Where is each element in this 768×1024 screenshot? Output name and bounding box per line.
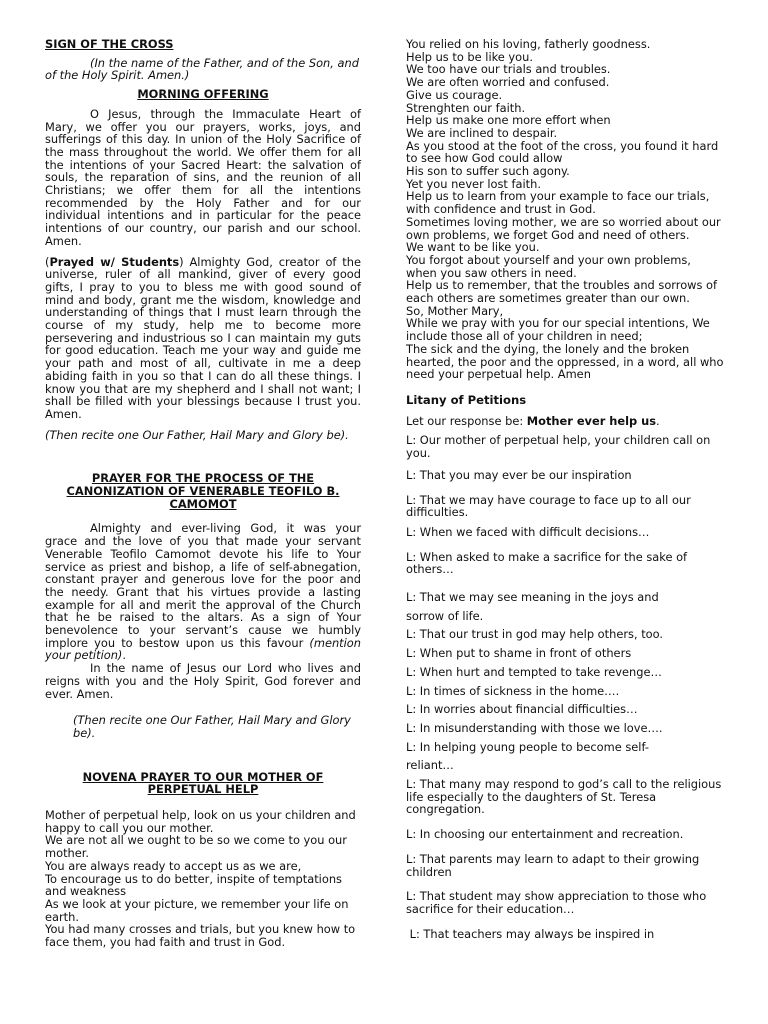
novena-lines-right: [406, 38, 724, 381]
canonization-text-a: Almighty and ever-living God, it was your grace and the love of you that made your servant Venerable Teofilo Camomot devote his life to Your service as priest and bishop, a life of self-abnegation, constant prayer and generous love for the poor and the needy. Grant that his virtues provide a lasting example for all and merit the approval of the Church that he be raised to the altars. As a sign of Your benevolence to your servant’s cause we humbly implore you to bestow upon us this favour: [45, 521, 361, 650]
novena-line: Mother of perpetual help, look on us your children and happy to call you our mother.: [45, 808, 356, 835]
novena-line: You are always ready to accept us as we are,: [45, 858, 302, 873]
novena-line: Help us to learn from your example to face our trials, with confidence and trust in God.: [406, 189, 710, 217]
canonization-text-b: .: [122, 648, 126, 663]
petition-item: reliant…: [406, 758, 454, 773]
petition-item: L: That teachers may always be inspired in: [406, 926, 655, 941]
petition-item: L: In helping young people to become self-: [406, 739, 649, 754]
petition-item: L: That you may ever be our inspiration: [406, 467, 632, 482]
litany-heading: Litany of Petitions: [406, 392, 527, 407]
novena-line: To encourage us to do better, inspite of temptations and weakness: [45, 871, 342, 899]
novena-lines-left: [45, 809, 361, 949]
litany-response: [406, 415, 724, 428]
response-prefix: Let our response be:: [406, 413, 527, 428]
petition-item: sorrow of life.: [406, 608, 484, 623]
left-column: [45, 38, 361, 949]
morning-offering-heading: MORNING OFFERING: [137, 87, 269, 102]
petition-item: L: That student may show appreciation to those who sacrifice for their education…: [406, 889, 707, 916]
novena-line: You had many crosses and trials, but you knew how to face them, you had faith and trust in God.: [45, 922, 356, 950]
canonization-heading: PRAYER FOR THE PROCESS OF THE CANONIZATION OF VENERABLE TEOFILO B. CAMOMOT: [66, 471, 340, 512]
petition-item: L: When hurt and tempted to take revenge…: [406, 664, 662, 679]
novena-line: Help us make one more effort when: [406, 113, 611, 128]
novena-line: As you stood at the foot of the cross, you found it hard to see how God could allow: [406, 138, 719, 166]
petition-item: L: That many may respond to god’s call to the religious life especially to the daughters of St. Teresa congregation.: [406, 777, 722, 817]
novena-heading: NOVENA PRAYER TO OUR MOTHER OF PERPETUAL HELP: [82, 769, 324, 797]
novena-line: Yet you never lost faith.: [406, 176, 541, 191]
response-suffix: .: [656, 413, 660, 428]
novena-line: The sick and the dying, the lonely and the broken hearted, the poor and the oppressed, in a word, all who need your perpetual help. Amen: [406, 341, 724, 382]
students-prayer: [45, 256, 361, 421]
novena-line: We are inclined to despair.: [406, 125, 558, 140]
novena-line: Sometimes loving mother, we are so worried about our own problems, we forget God and need of others.: [406, 214, 721, 242]
response-bold: Mother ever help us: [526, 413, 657, 428]
petition-item: L: When put to shame in front of others: [406, 646, 632, 661]
petition-item: L: In worries about financial difficulties…: [406, 702, 638, 717]
petition-item: L: Our mother of perpetual help, your children call on you.: [406, 433, 711, 461]
novena-line: So, Mother Mary,: [406, 303, 504, 318]
novena-line: You forgot about yourself and your own problems, when you saw others in need.: [406, 252, 691, 280]
novena-line: Give us courage.: [406, 87, 503, 102]
canonization-closing: In the name of Jesus our Lord who lives and reigns with you and the Holy Spirit, God forever and ever. Amen.: [45, 661, 361, 701]
novena-line: Help us to remember, that the troubles and sorrows of each others are sometimes greater than our own.: [406, 278, 718, 306]
novena-line: We are not all we ought to be so we come to you our mother.: [45, 833, 347, 861]
petition-item: L: In times of sickness in the home….: [406, 683, 620, 698]
novena-line: Strenghten our faith.: [406, 100, 526, 115]
recite-instruction-1: (Then recite one Our Father, Hail Mary and Glory be).: [45, 427, 349, 442]
novena-line: Help us to be like you.: [406, 49, 533, 64]
petition-item: L: That we may have courage to face up to all our difficulties.: [406, 492, 691, 520]
novena-line: We want to be like you.: [406, 240, 540, 255]
morning-offering-text: O Jesus, through the Immaculate Heart of Mary, we offer you our prayers, works, joys, and sufferings of this day. In union of the Holy Sacrifice of the mass throughout the world. We offer them for all the intentions of your Sacred Heart: the salvation of souls, the reparation of sins, and the reunion of all Christians; we offer them for all the intentions recommended by the Holy Father and for our individual intentions and in particular for the peace intentions of our country, our parish and our school. Amen.: [45, 106, 361, 248]
petition-item: L: That our trust in god may help others, too.: [406, 627, 664, 642]
novena-line: We are often worried and confused.: [406, 75, 610, 90]
petition-item: L: That parents may learn to adapt to their growing children: [406, 851, 700, 879]
mention-petition: (mention your petition): [45, 635, 361, 663]
petition-item: L: When asked to make a sacrifice for the sake of others…: [406, 549, 688, 577]
sign-of-cross-heading: SIGN OF THE CROSS: [45, 37, 174, 51]
petition-item: L: In misunderstanding with those we love….: [406, 720, 663, 735]
petitions-list: [406, 434, 724, 940]
novena-line: You relied on his loving, fatherly goodness.: [406, 37, 651, 51]
novena-line: We too have our trials and troubles.: [406, 62, 611, 77]
petition-item: L: That we may see meaning in the joys and: [406, 590, 659, 605]
novena-line: His son to suffer such agony.: [406, 164, 570, 179]
students-open-paren: (: [45, 254, 50, 269]
petition-item: L: When we faced with difficult decisions…: [406, 524, 650, 539]
students-prayer-label: Prayed w/ Students: [49, 254, 180, 269]
novena-line: While we pray with you for our special intentions, We include those all of your children in need;: [406, 316, 710, 344]
canonization-text: [45, 522, 361, 662]
novena-line: As we look at your picture, we remember your life on earth.: [45, 896, 349, 924]
students-prayer-text: ) Almighty God, creator of the universe, ruler of all mankind, giver of every good gifts, I pray to you to bless me with good sound of mind and body, grant me the wisdom, knowledge and understanding of things that I must learn through the course of my study, help me to become more persevering and industrious so I can maintain my guts for good education. Teach me your way and guide me your path and most of all, cultivate in me a deep abiding faith in you so that I can do all these things. I know you that are my shepherd and I shall not want; I shall be filled with your blessings because I trust you. Amen.: [45, 254, 361, 421]
sign-of-cross-text: (In the name of the Father, and of the Son, and of the Holy Spirit. Amen.): [45, 55, 359, 83]
petition-item: L: In choosing our entertainment and recreation.: [406, 827, 684, 842]
right-column: [406, 38, 724, 940]
recite-instruction-2: (Then recite one Our Father, Hail Mary and Glory be).: [73, 713, 351, 740]
